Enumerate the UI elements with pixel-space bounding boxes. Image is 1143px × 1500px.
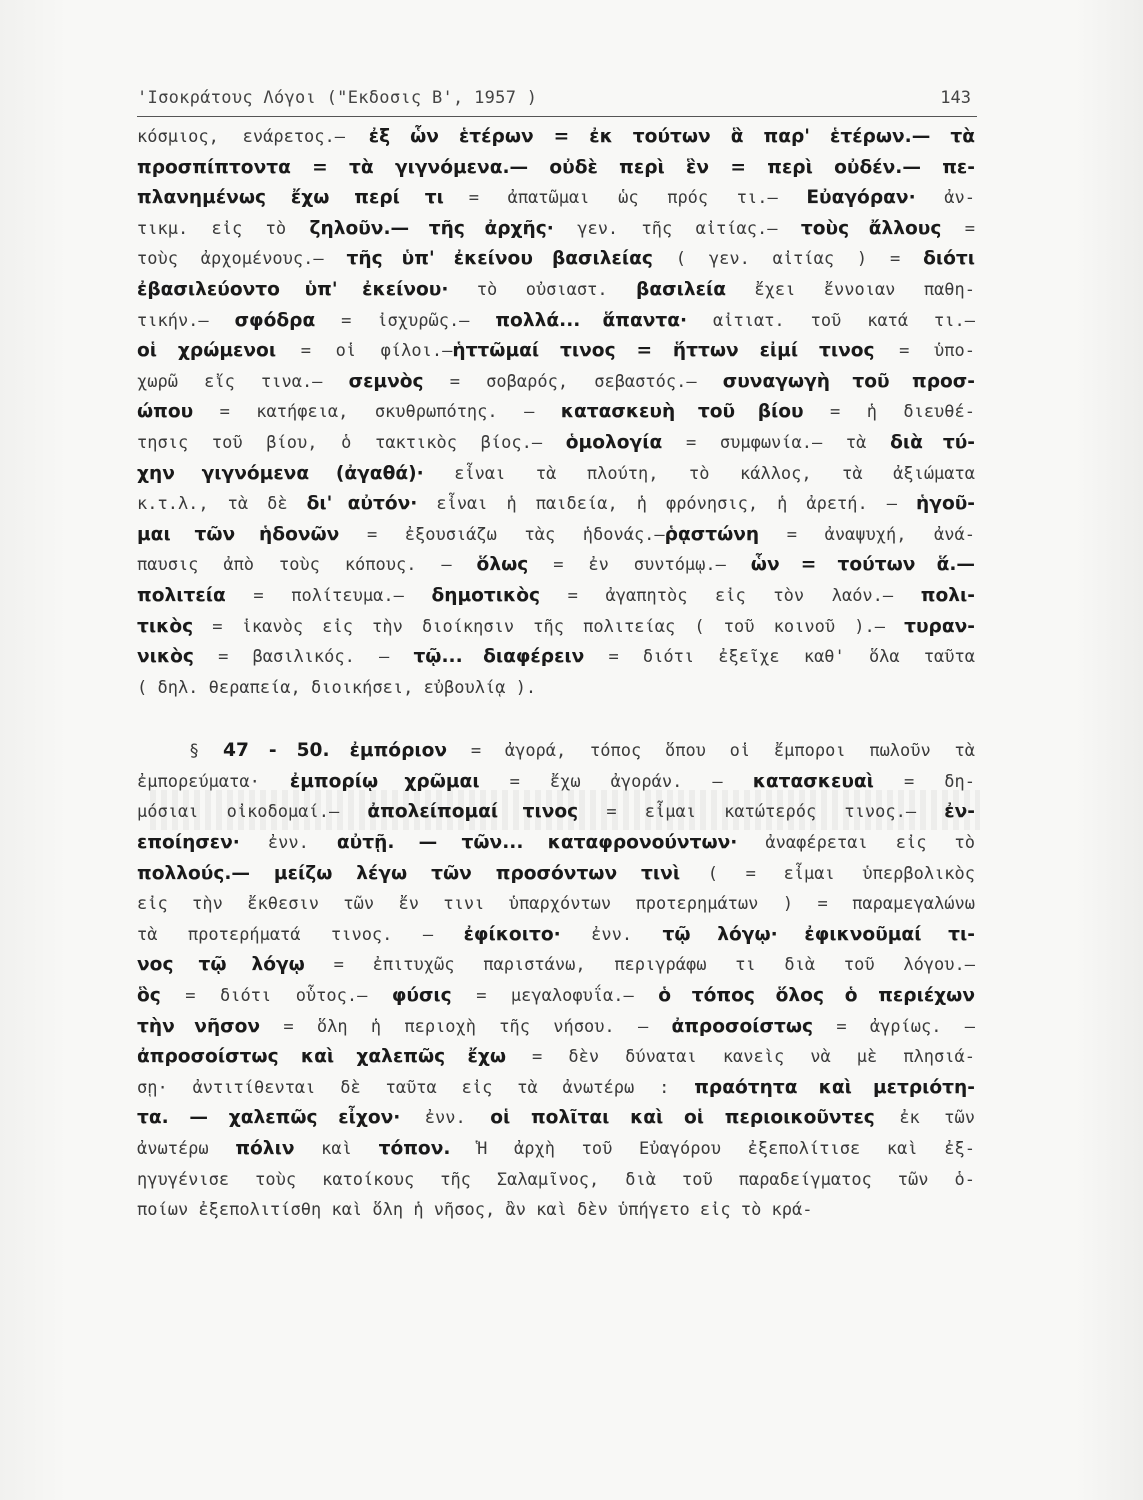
lemma-term: ὅλως [476,554,529,576]
text-line [137,1042,975,1073]
gloss-text: τὰ προτερήματά τινος. — [137,924,464,945]
text-line [137,1103,975,1134]
text-line [137,459,975,490]
lemma-term: Εὐαγόραν· [806,187,916,209]
gloss-text: = μεγαλοφυΐα.— [451,986,659,1007]
lemma-term: ἡττῶμαί τινος = ἥττων εἰμί τινος [452,340,875,362]
lemma-term: ἐμπορίῳ χρῶμαι [289,770,480,792]
gloss-text: Ἡ ἀρχὴ τοῦ Εὐαγόρου ἐξεπολίτισε καὶ ἐξ- [450,1139,975,1159]
text-line [137,1195,975,1226]
gloss-text: παυσις ἀπὸ τοὺς κόπους. — [137,555,477,576]
lemma-term: οἱ πολῖται καὶ οἱ περιοικοῦντες [490,1107,875,1129]
text-line [137,1073,975,1104]
lemma-term: σφόδρα [234,309,316,331]
gloss-text: τικήν.— [137,310,235,331]
lemma-term: μαι τῶν ἡδονῶν [137,523,340,545]
text-line [137,859,975,890]
text-line [137,1134,975,1165]
text-line [137,275,975,306]
gloss-text: § [189,741,224,762]
gloss-text: ἐνν. [239,833,337,854]
gloss-text: τησις τοῦ βίου, ὁ τακτικὸς βίος.— [137,432,566,453]
gloss-text: = ἀπατῶμαι ὡς πρός τι.— [468,188,807,209]
lemma-term: ζηλοῦν.— τῆς ἀρχῆς· [309,217,554,239]
gloss-text: εἰς τὴν ἔκθεσιν τῶν ἔν τινι ὑπαρχόντων προτερημάτων ) = παραμεγαλώνω [137,894,975,915]
gloss-text: ἀνωτέρω [137,1139,236,1159]
gloss-text: = διότι οὗτος.— [160,986,392,1007]
text-line [137,581,975,612]
text-line [137,981,975,1012]
gloss-text: = συμφωνία.— τὰ [662,432,891,453]
text-line [137,367,975,398]
gloss-text: = ἀγαπητὸς εἰς τὸν λαόν.— [540,585,921,606]
lemma-term: κατασκευαὶ [752,770,874,792]
gloss-text: = πολίτευμα.— [225,585,432,606]
lemma-term: σεμνὸς [348,370,424,392]
gloss-text: αἰτιατ. τοῦ κατά τι.— [687,310,975,331]
gloss-text: χωρῶ εἴς τινα.— [137,371,349,392]
gloss-text: = βασιλικός. — [193,647,414,668]
text-line [137,920,975,951]
gloss-text: = δη- [873,771,975,792]
gloss-text: = ἱκανὸς εἰς τὴν διοίκησιν τῆς πολιτείας ( τοῦ κοινοῦ ).— [193,616,905,637]
gloss-text: = ὑπο- [874,341,975,362]
gloss-text: ( δηλ. θεραπεία, διοικήσει, εὐβουλίᾳ ). [137,677,537,698]
gloss-text: = ἀναψυχή, ἀνά- [759,524,975,545]
text-line [137,642,975,673]
lemma-term: ὃς [137,985,161,1007]
gloss-text: κόσμιος, ενάρετος.— [137,127,369,147]
lemma-term: τῷ... διαφέρειν [413,646,585,668]
lemma-term: διὰ τύ- [890,431,975,453]
text-line [137,1012,975,1043]
gloss-text: ( γεν. αἰτίας ) = [652,249,924,270]
lemma-term: πολλούς.— μείζω λέγω τῶν προσόντων τινὶ [137,862,681,884]
lemma-term: ἀπολείπομαί τινος [367,801,579,823]
running-header [137,80,977,117]
text-line [137,306,975,337]
gloss-text: τὸ οὐσιαστ. [448,279,637,300]
lemma-term: ὁμολογία [565,431,663,453]
gloss-text: τικμ. εἰς τὸ [137,218,310,239]
gloss-text: ἔχει ἔννοιαν παθη- [725,279,975,300]
text-line [137,428,975,459]
text-line [137,550,975,581]
gloss-text: σῃ· ἀντιτίθενται δὲ ταῦτα εἰς τὰ ἀνωτέρω : [137,1077,695,1098]
text-line [137,950,975,981]
text-line [137,797,975,828]
lemma-term: πραότητα καὶ μετριότη- [694,1076,975,1098]
lemma-term: προσπίπτοντα = τὰ γιγνόμενα.— οὐδὲ περὶ ἓν = περὶ οὐδέν.— πε- [137,156,975,178]
text-line [137,336,975,367]
text-line [137,1165,975,1196]
lemma-term: ὁ τόπος ὅλος ὁ περιέχων [658,985,975,1007]
gloss-text: = ἐν συντόμῳ.— [528,555,751,576]
gloss-text: ἐκ τῶν [874,1108,975,1129]
lemma-term: κατασκευὴ τοῦ βίου [560,401,804,423]
gloss-text: = δὲν δύναται κανεὶς νὰ μὲ πλησιά- [506,1047,975,1068]
gloss-text: ἐνν. [560,924,663,945]
lemma-term: ὧν = τούτων ἅ.— [750,554,975,576]
lemma-term: οἱ χρώμενοι [137,340,277,362]
text-line [137,489,975,520]
gloss-text: εἶναι ἡ παιδεία, ἡ φρόνησις, ἡ ἀρετή. — [417,494,917,515]
gloss-text: = ὅλη ἡ περιοχὴ τῆς νήσου. — [260,1016,672,1037]
text-line [137,736,975,767]
commentary-text [137,122,975,1226]
lemma-term: τόπον. [378,1138,451,1159]
lemma-term: πόλιν [235,1138,295,1159]
text-line [137,397,975,428]
gloss-text: μόσιαι οἰκοδομαί.— [137,802,368,823]
gloss-text: εἶναι τὰ πλούτη, τὸ κάλλος, τὰ ἀξιώματα [423,463,975,484]
lemma-term: τῆς ὑπ' ἐκείνου βασιλείας [346,248,653,270]
gloss-text: = ἀγρίως. — [813,1016,975,1037]
paragraph-gap [137,703,975,736]
lemma-term: ἐβασιλεύοντο ὑπ' ἐκείνου· [137,278,449,300]
lemma-term: τοὺς ἄλλους [800,217,942,239]
lemma-term: δημοτικὸς [431,584,541,606]
text-line [137,673,975,704]
gloss-text: = ἰσχυρῶς.— [315,310,496,331]
lemma-term: πολιτεία [137,584,226,606]
gloss-text: = ἀγορά, τόπος ὅπου οἱ ἔμποροι πωλοῦν τὰ [447,741,975,762]
lemma-term: πολλά... ἅπαντα· [495,309,688,331]
gloss-text: ( = εἶμαι ὑπερβολικὸς [680,863,975,884]
gloss-text: ἀν- [915,188,975,209]
lemma-term: τα. — χαλεπῶς εἶχον· [137,1107,401,1129]
lemma-term: φύσις [391,985,452,1007]
paragraph-1 [137,122,975,703]
gloss-text: γεν. τῆς αἰτίας.— [553,218,801,239]
gloss-text: = σοβαρός, σεβαστός.— [423,371,723,392]
gloss-text: = εἶμαι κατώτερός τινος.— [578,802,945,823]
lemma-term: ῥᾳστώνη [664,523,760,545]
gloss-text: κ.τ.λ., τὰ δὲ [137,494,307,515]
gloss-text: τοὺς ἀρχομένους.— [137,249,347,270]
lemma-term: εποίησεν· [137,832,240,854]
lemma-term: ἀπροσοίστως [671,1015,814,1037]
lemma-term: ἀπροσοίστως καὶ χαλεπῶς ἔχω [137,1046,506,1068]
lemma-term: ώπου [137,401,194,423]
gloss-text: = [941,218,975,239]
lemma-term: ἐξ ὧν ἑτέρων = ἐκ τούτων ἃ παρ' ἑτέρων.— τὰ [368,126,975,147]
lemma-term: τὴν νῆσον [137,1015,261,1037]
lemma-term: νος τῷ λόγῳ [137,954,305,976]
gloss-text: ποίων ἐξεπολιτίσθη καὶ ὅλη ἡ νῆσος, ἂν καὶ δὲν ὑπήγετο εἰς τὸ κρά- [137,1200,813,1221]
text-line [137,889,975,920]
gloss-text: ηγυγένισε τοὺς κατοίκους τῆς Σαλαμῖνος, διὰ τοῦ παραδείγματος τῶν ὁ- [137,1169,975,1190]
text-line [137,153,975,184]
lemma-term: νικὸς [137,646,194,668]
lemma-term: τικὸς [137,615,194,637]
text-line [137,214,975,245]
text-line [137,520,975,551]
gloss-text: = κατήφεια, σκυθρωπότης. — [193,402,561,423]
lemma-term: τῷ λόγῳ· ἐφικνοῦμαί τι- [662,923,975,945]
text-line [137,767,975,798]
paragraph-2 [137,736,975,1226]
gloss-text: ἐνν. [400,1108,491,1129]
text-line [137,244,975,275]
text-line [137,612,975,643]
gloss-text: ἐμπορεύματα· [137,771,290,792]
lemma-term: συναγωγὴ τοῦ προσ- [722,370,975,392]
lemma-term: διότι [923,248,975,270]
lemma-term: πολι- [920,584,975,606]
lemma-term: βασιλεία [636,278,726,300]
gloss-text: = διότι ἐξεῖχε καθ' ὅλα ταῦτα [584,647,975,668]
lemma-term: τυραν- [904,615,975,637]
lemma-term: ἡγοῦ- [916,493,975,515]
gloss-text: = ἐπιτυχῶς παριστάνω, περιγράφω τι διὰ τοῦ λόγου.— [304,955,975,976]
gloss-text: = ἐξουσιάζω τὰς ἡδονάς.— [339,524,665,545]
lemma-term: 47 - 50. ἐμπόριον [223,740,448,762]
gloss-text: = ἡ διευθέ- [803,402,975,423]
gloss-text: = ἔχω ἀγοράν. — [479,771,753,792]
text-line [137,828,975,859]
gloss-text: ἀναφέρεται εἰς τὸ [737,833,975,854]
lemma-term: δι' αὐτόν· [306,493,418,515]
header-title: 'Ισοκράτους Λόγοι ("Εκδοσις Β', 1957 ) [137,88,538,108]
gloss-text: καὶ [294,1139,379,1159]
lemma-term: ἐφίκοιτο· [463,923,561,945]
lemma-term: χην γιγνόμενα (ἀγαθά)· [137,462,424,484]
page-number: 143 [940,88,971,108]
lemma-term: ἐν- [944,801,975,823]
text-line [137,183,975,214]
gloss-text: = οἱ φίλοι.— [276,341,453,362]
text-line [137,122,975,153]
lemma-term: αὐτῇ. — τῶν... καταφρονούντων· [336,832,738,854]
lemma-term: πλανημένως ἔχω περί τι [137,187,469,209]
